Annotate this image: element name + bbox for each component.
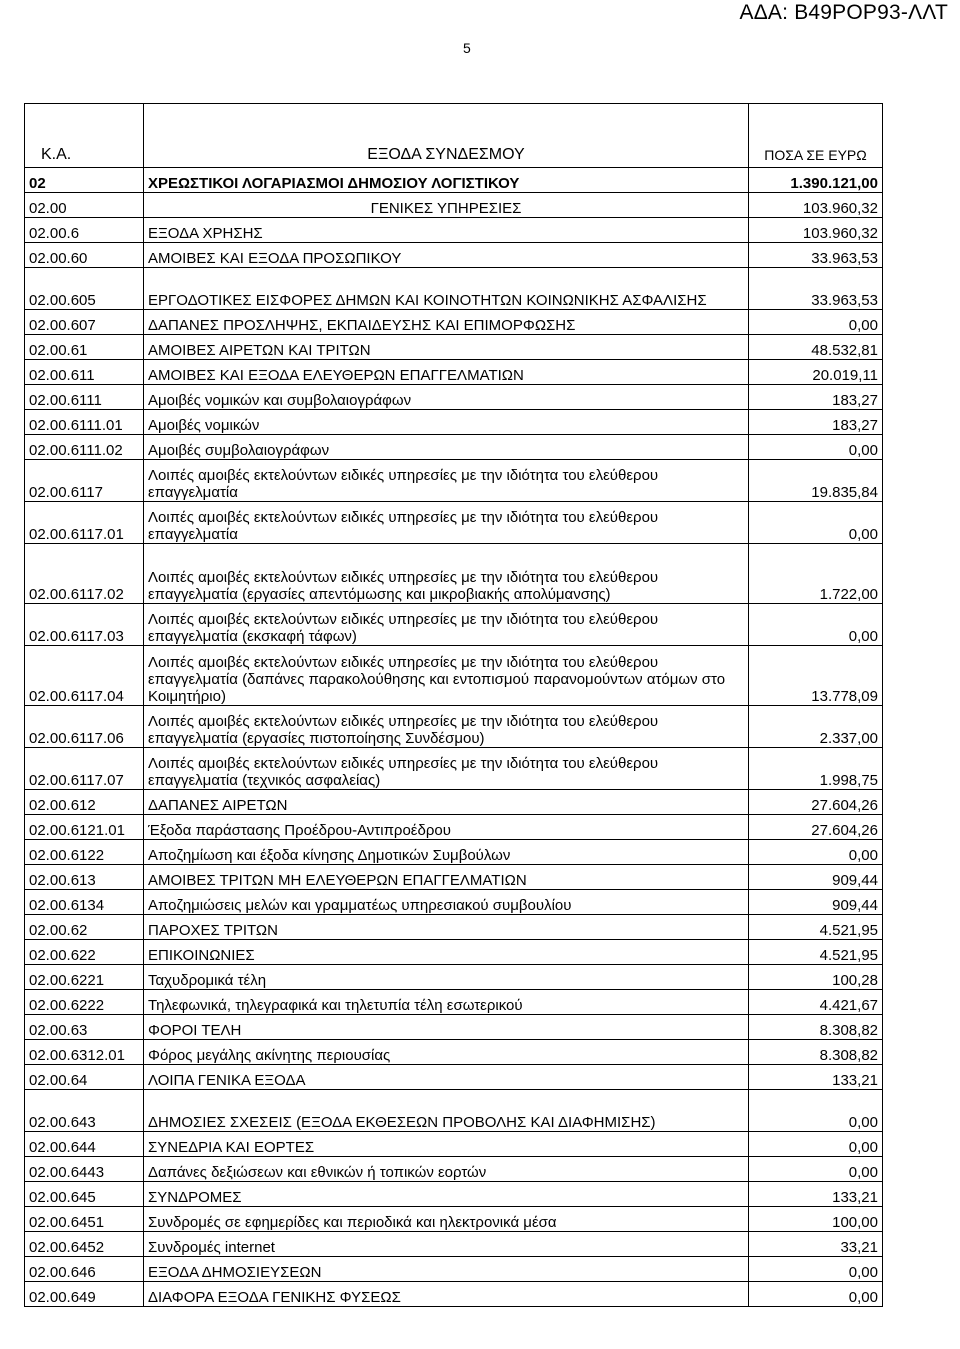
column-header-code: Κ.Α. bbox=[25, 104, 144, 168]
page-number: 5 bbox=[463, 40, 471, 56]
amount-cell: 8.308,82 bbox=[749, 1040, 883, 1065]
amount-cell: 13.778,09 bbox=[749, 646, 883, 706]
table-row bbox=[25, 360, 883, 385]
amount-cell: 0,00 bbox=[749, 310, 883, 335]
amount-cell: 0,00 bbox=[749, 502, 883, 544]
description-cell: ΑΜΟΙΒΕΣ ΤΡΙΤΩΝ ΜΗ ΕΛΕΥΘΕΡΩΝ ΕΠΑΓΓΕΛΜΑΤΙΩΝ bbox=[144, 865, 749, 890]
amount-cell: 0,00 bbox=[749, 1157, 883, 1182]
description-cell: Ταχυδρομικά τέλη bbox=[144, 965, 749, 990]
table-row bbox=[25, 1015, 883, 1040]
table-row bbox=[25, 243, 883, 268]
account-code-cell: 02.00.6117 bbox=[25, 460, 144, 502]
table-row bbox=[25, 544, 883, 604]
amount-cell: 2.337,00 bbox=[749, 706, 883, 748]
account-code-cell: 02.00.6117.03 bbox=[25, 604, 144, 646]
description-cell: Έξοδα παράστασης Προέδρου-Αντιπροέδρου bbox=[144, 815, 749, 840]
table-row bbox=[25, 460, 883, 502]
amount-cell: 909,44 bbox=[749, 865, 883, 890]
table-row bbox=[25, 706, 883, 748]
description-cell: Συνδρομές σε εφημερίδες και περιοδικά και ηλεκτρονικά μέσα bbox=[144, 1207, 749, 1232]
description-cell: Αμοιβές νομικών και συμβολαιογράφων bbox=[144, 385, 749, 410]
table-row bbox=[25, 1207, 883, 1232]
description-cell: ΦΟΡΟΙ ΤΕΛΗ bbox=[144, 1015, 749, 1040]
budget-table bbox=[24, 103, 883, 1307]
table-row bbox=[25, 1090, 883, 1132]
amount-cell: 33,21 bbox=[749, 1232, 883, 1257]
account-code-cell: 02.00.6443 bbox=[25, 1157, 144, 1182]
description-cell: ΑΜΟΙΒΕΣ ΑΙΡΕΤΩΝ ΚΑΙ ΤΡΙΤΩΝ bbox=[144, 335, 749, 360]
column-header-description: ΕΞΟΔΑ ΣΥΝΔΕΣΜΟΥ bbox=[144, 104, 749, 168]
table-row bbox=[25, 646, 883, 706]
amount-cell: 1.390.121,00 bbox=[749, 168, 883, 193]
description-cell: ΠΑΡΟΧΕΣ ΤΡΙΤΩΝ bbox=[144, 915, 749, 940]
amount-cell: 133,21 bbox=[749, 1182, 883, 1207]
amount-cell: 33.963,53 bbox=[749, 268, 883, 310]
account-code-cell: 02.00.63 bbox=[25, 1015, 144, 1040]
account-code-cell: 02.00.6221 bbox=[25, 965, 144, 990]
table-row bbox=[25, 1132, 883, 1157]
description-cell: ΑΜΟΙΒΕΣ ΚΑΙ ΕΞΟΔΑ ΠΡΟΣΩΠΙΚΟΥ bbox=[144, 243, 749, 268]
amount-cell: 27.604,26 bbox=[749, 790, 883, 815]
description-cell: Λοιπές αμοιβές εκτελούντων ειδικές υπηρεσίες με την ιδιότητα του ελεύθερου επαγγελματία (εκσκαφή τάφων) bbox=[144, 604, 749, 646]
amount-cell: 33.963,53 bbox=[749, 243, 883, 268]
table-row bbox=[25, 815, 883, 840]
description-cell: Συνδρομές internet bbox=[144, 1232, 749, 1257]
account-code-cell: 02.00.61 bbox=[25, 335, 144, 360]
account-code-cell: 02.00.6117.07 bbox=[25, 748, 144, 790]
account-code-cell: 02.00.646 bbox=[25, 1257, 144, 1282]
description-cell: ΕΞΟΔΑ ΧΡΗΣΗΣ bbox=[144, 218, 749, 243]
amount-cell: 183,27 bbox=[749, 410, 883, 435]
table-row bbox=[25, 890, 883, 915]
account-code-cell: 02.00.622 bbox=[25, 940, 144, 965]
account-code-cell: 02.00.6312.01 bbox=[25, 1040, 144, 1065]
account-code-cell: 02.00.6111.02 bbox=[25, 435, 144, 460]
account-code-cell: 02.00.649 bbox=[25, 1282, 144, 1307]
description-cell: Αποζημιώσεις μελών και γραμματέως υπηρεσιακού συμβουλίου bbox=[144, 890, 749, 915]
amount-cell: 1.998,75 bbox=[749, 748, 883, 790]
account-code-cell: 02.00.613 bbox=[25, 865, 144, 890]
account-code-cell: 02.00.612 bbox=[25, 790, 144, 815]
table-row bbox=[25, 218, 883, 243]
amount-cell: 183,27 bbox=[749, 385, 883, 410]
amount-cell: 100,00 bbox=[749, 1207, 883, 1232]
account-code-cell: 02.00.6121.01 bbox=[25, 815, 144, 840]
account-code-cell: 02.00.607 bbox=[25, 310, 144, 335]
account-code-cell: 02.00.611 bbox=[25, 360, 144, 385]
amount-cell: 1.722,00 bbox=[749, 544, 883, 604]
account-code-cell: 02.00 bbox=[25, 193, 144, 218]
table-row bbox=[25, 940, 883, 965]
description-cell: ΣΥΝΔΡΟΜΕΣ bbox=[144, 1182, 749, 1207]
amount-cell: 4.521,95 bbox=[749, 915, 883, 940]
account-code-cell: 02.00.643 bbox=[25, 1090, 144, 1132]
description-cell: Δαπάνες δεξιώσεων και εθνικών ή τοπικών εορτών bbox=[144, 1157, 749, 1182]
table-header-row bbox=[25, 104, 883, 168]
table-row bbox=[25, 1232, 883, 1257]
account-code-cell: 02.00.6111.01 bbox=[25, 410, 144, 435]
amount-cell: 27.604,26 bbox=[749, 815, 883, 840]
description-cell: Λοιπές αμοιβές εκτελούντων ειδικές υπηρεσίες με την ιδιότητα του ελεύθερου επαγγελματία (τεχνικός ασφαλείας) bbox=[144, 748, 749, 790]
amount-cell: 8.308,82 bbox=[749, 1015, 883, 1040]
account-code-cell: 02.00.6117.01 bbox=[25, 502, 144, 544]
description-cell: ΑΜΟΙΒΕΣ ΚΑΙ ΕΞΟΔΑ ΕΛΕΥΘΕΡΩΝ ΕΠΑΓΓΕΛΜΑΤΙΩΝ bbox=[144, 360, 749, 385]
table-row bbox=[25, 790, 883, 815]
table-row bbox=[25, 193, 883, 218]
table-row bbox=[25, 385, 883, 410]
description-cell: ΣΥΝΕΔΡΙΑ ΚΑΙ ΕΟΡΤΕΣ bbox=[144, 1132, 749, 1157]
ada-code: ΑΔΑ: Β49ΡΟΡ93-ΛΛΤ bbox=[739, 1, 948, 24]
account-code-cell: 02.00.605 bbox=[25, 268, 144, 310]
account-code-cell: 02.00.6134 bbox=[25, 890, 144, 915]
account-code-cell: 02.00.6111 bbox=[25, 385, 144, 410]
table-row bbox=[25, 268, 883, 310]
amount-cell: 103.960,32 bbox=[749, 218, 883, 243]
table-row bbox=[25, 1065, 883, 1090]
amount-cell: 19.835,84 bbox=[749, 460, 883, 502]
description-cell: Αμοιβές συμβολαιογράφων bbox=[144, 435, 749, 460]
table-row bbox=[25, 990, 883, 1015]
table-row bbox=[25, 604, 883, 646]
table-row bbox=[25, 965, 883, 990]
account-code-cell: 02.00.6117.02 bbox=[25, 544, 144, 604]
table-row bbox=[25, 502, 883, 544]
description-cell: Αμοιβές νομικών bbox=[144, 410, 749, 435]
description-cell: ΓΕΝΙΚΕΣ ΥΠΗΡΕΣΙΕΣ bbox=[144, 193, 749, 218]
table-row bbox=[25, 335, 883, 360]
table-row bbox=[25, 1257, 883, 1282]
description-cell: Φόρος μεγάλης ακίνητης περιουσίας bbox=[144, 1040, 749, 1065]
description-cell: ΔΑΠΑΝΕΣ ΠΡΟΣΛΗΨΗΣ, ΕΚΠΑΙΔΕΥΣΗΣ ΚΑΙ ΕΠΙΜΟΡΦΩΣΗΣ bbox=[144, 310, 749, 335]
amount-cell: 0,00 bbox=[749, 604, 883, 646]
description-cell: ΔΗΜΟΣΙΕΣ ΣΧΕΣΕΙΣ (ΕΞΟΔΑ ΕΚΘΕΣΕΩΝ ΠΡΟΒΟΛΗΣ ΚΑΙ ΔΙΑΦΗΜΙΣΗΣ) bbox=[144, 1090, 749, 1132]
description-cell: ΕΡΓΟΔΟΤΙΚΕΣ ΕΙΣΦΟΡΕΣ ΔΗΜΩΝ ΚΑΙ ΚΟΙΝΟΤΗΤΩΝ ΚΟΙΝΩΝΙΚΗΣ ΑΣΦΑΛΙΣΗΣ bbox=[144, 268, 749, 310]
description-cell: Αποζημίωση και έξοδα κίνησης Δημοτικών Συμβούλων bbox=[144, 840, 749, 865]
description-cell: Τηλεφωνικά, τηλεγραφικά και τηλετυπία τέλη εσωτερικού bbox=[144, 990, 749, 1015]
account-code-cell: 02.00.6452 bbox=[25, 1232, 144, 1257]
account-code-cell: 02.00.6 bbox=[25, 218, 144, 243]
table-row bbox=[25, 1157, 883, 1182]
amount-cell: 4.521,95 bbox=[749, 940, 883, 965]
table-row bbox=[25, 865, 883, 890]
description-cell: Λοιπές αμοιβές εκτελούντων ειδικές υπηρεσίες με την ιδιότητα του ελεύθερου επαγγελματία (εργασίες πιστοποίησης Συνδέσμου) bbox=[144, 706, 749, 748]
description-cell: ΕΞΟΔΑ ΔΗΜΟΣΙΕΥΣΕΩΝ bbox=[144, 1257, 749, 1282]
table-row bbox=[25, 1040, 883, 1065]
table-row bbox=[25, 1282, 883, 1307]
account-code-cell: 02.00.62 bbox=[25, 915, 144, 940]
table-row bbox=[25, 748, 883, 790]
table-row bbox=[25, 1182, 883, 1207]
description-cell: ΧΡΕΩΣΤΙΚΟΙ ΛΟΓΑΡΙΑΣΜΟΙ ΔΗΜΟΣΙΟΥ ΛΟΓΙΣΤΙΚΟΥ bbox=[144, 168, 749, 193]
description-cell: ΔΑΠΑΝΕΣ ΑΙΡΕΤΩΝ bbox=[144, 790, 749, 815]
amount-cell: 0,00 bbox=[749, 1257, 883, 1282]
description-cell: Λοιπές αμοιβές εκτελούντων ειδικές υπηρεσίες με την ιδιότητα του ελεύθερου επαγγελματία bbox=[144, 502, 749, 544]
table-row bbox=[25, 410, 883, 435]
amount-cell: 0,00 bbox=[749, 1282, 883, 1307]
amount-cell: 0,00 bbox=[749, 1132, 883, 1157]
amount-cell: 0,00 bbox=[749, 1090, 883, 1132]
table-body bbox=[25, 168, 883, 1307]
account-code-cell: 02.00.644 bbox=[25, 1132, 144, 1157]
amount-cell: 909,44 bbox=[749, 890, 883, 915]
table-row bbox=[25, 310, 883, 335]
account-code-cell: 02.00.6451 bbox=[25, 1207, 144, 1232]
amount-cell: 48.532,81 bbox=[749, 335, 883, 360]
table-row bbox=[25, 840, 883, 865]
amount-cell: 133,21 bbox=[749, 1065, 883, 1090]
account-code-cell: 02 bbox=[25, 168, 144, 193]
account-code-cell: 02.00.64 bbox=[25, 1065, 144, 1090]
account-code-cell: 02.00.645 bbox=[25, 1182, 144, 1207]
account-code-cell: 02.00.6122 bbox=[25, 840, 144, 865]
amount-cell: 0,00 bbox=[749, 435, 883, 460]
amount-cell: 103.960,32 bbox=[749, 193, 883, 218]
amount-cell: 100,28 bbox=[749, 965, 883, 990]
account-code-cell: 02.00.6117.04 bbox=[25, 646, 144, 706]
description-cell: ΔΙΑΦΟΡΑ ΕΞΟΔΑ ΓΕΝΙΚΗΣ ΦΥΣΕΩΣ bbox=[144, 1282, 749, 1307]
table-row bbox=[25, 168, 883, 193]
amount-cell: 20.019,11 bbox=[749, 360, 883, 385]
description-cell: Λοιπές αμοιβές εκτελούντων ειδικές υπηρεσίες με την ιδιότητα του ελεύθερου επαγγελματία (δαπάνες παρακολούθησης και εντοπισμού παρανομούντων ατόμων στο Κοιμητήριο) bbox=[144, 646, 749, 706]
description-cell: Λοιπές αμοιβές εκτελούντων ειδικές υπηρεσίες με την ιδιότητα του ελεύθερου επαγγελματία bbox=[144, 460, 749, 502]
account-code-cell: 02.00.6117.06 bbox=[25, 706, 144, 748]
description-cell: Λοιπές αμοιβές εκτελούντων ειδικές υπηρεσίες με την ιδιότητα του ελεύθερου επαγγελματία (εργασίες απεντόμωσης και μικροβιακής απολύμανσης) bbox=[144, 544, 749, 604]
amount-cell: 4.421,67 bbox=[749, 990, 883, 1015]
account-code-cell: 02.00.6222 bbox=[25, 990, 144, 1015]
column-header-amount: ΠΟΣΑ ΣΕ ΕΥΡΩ bbox=[749, 104, 883, 168]
description-cell: ΕΠΙΚΟΙΝΩΝΙΕΣ bbox=[144, 940, 749, 965]
table-row bbox=[25, 435, 883, 460]
description-cell: ΛΟΙΠΑ ΓΕΝΙΚΑ ΕΞΟΔΑ bbox=[144, 1065, 749, 1090]
account-code-cell: 02.00.60 bbox=[25, 243, 144, 268]
table-row bbox=[25, 915, 883, 940]
amount-cell: 0,00 bbox=[749, 840, 883, 865]
